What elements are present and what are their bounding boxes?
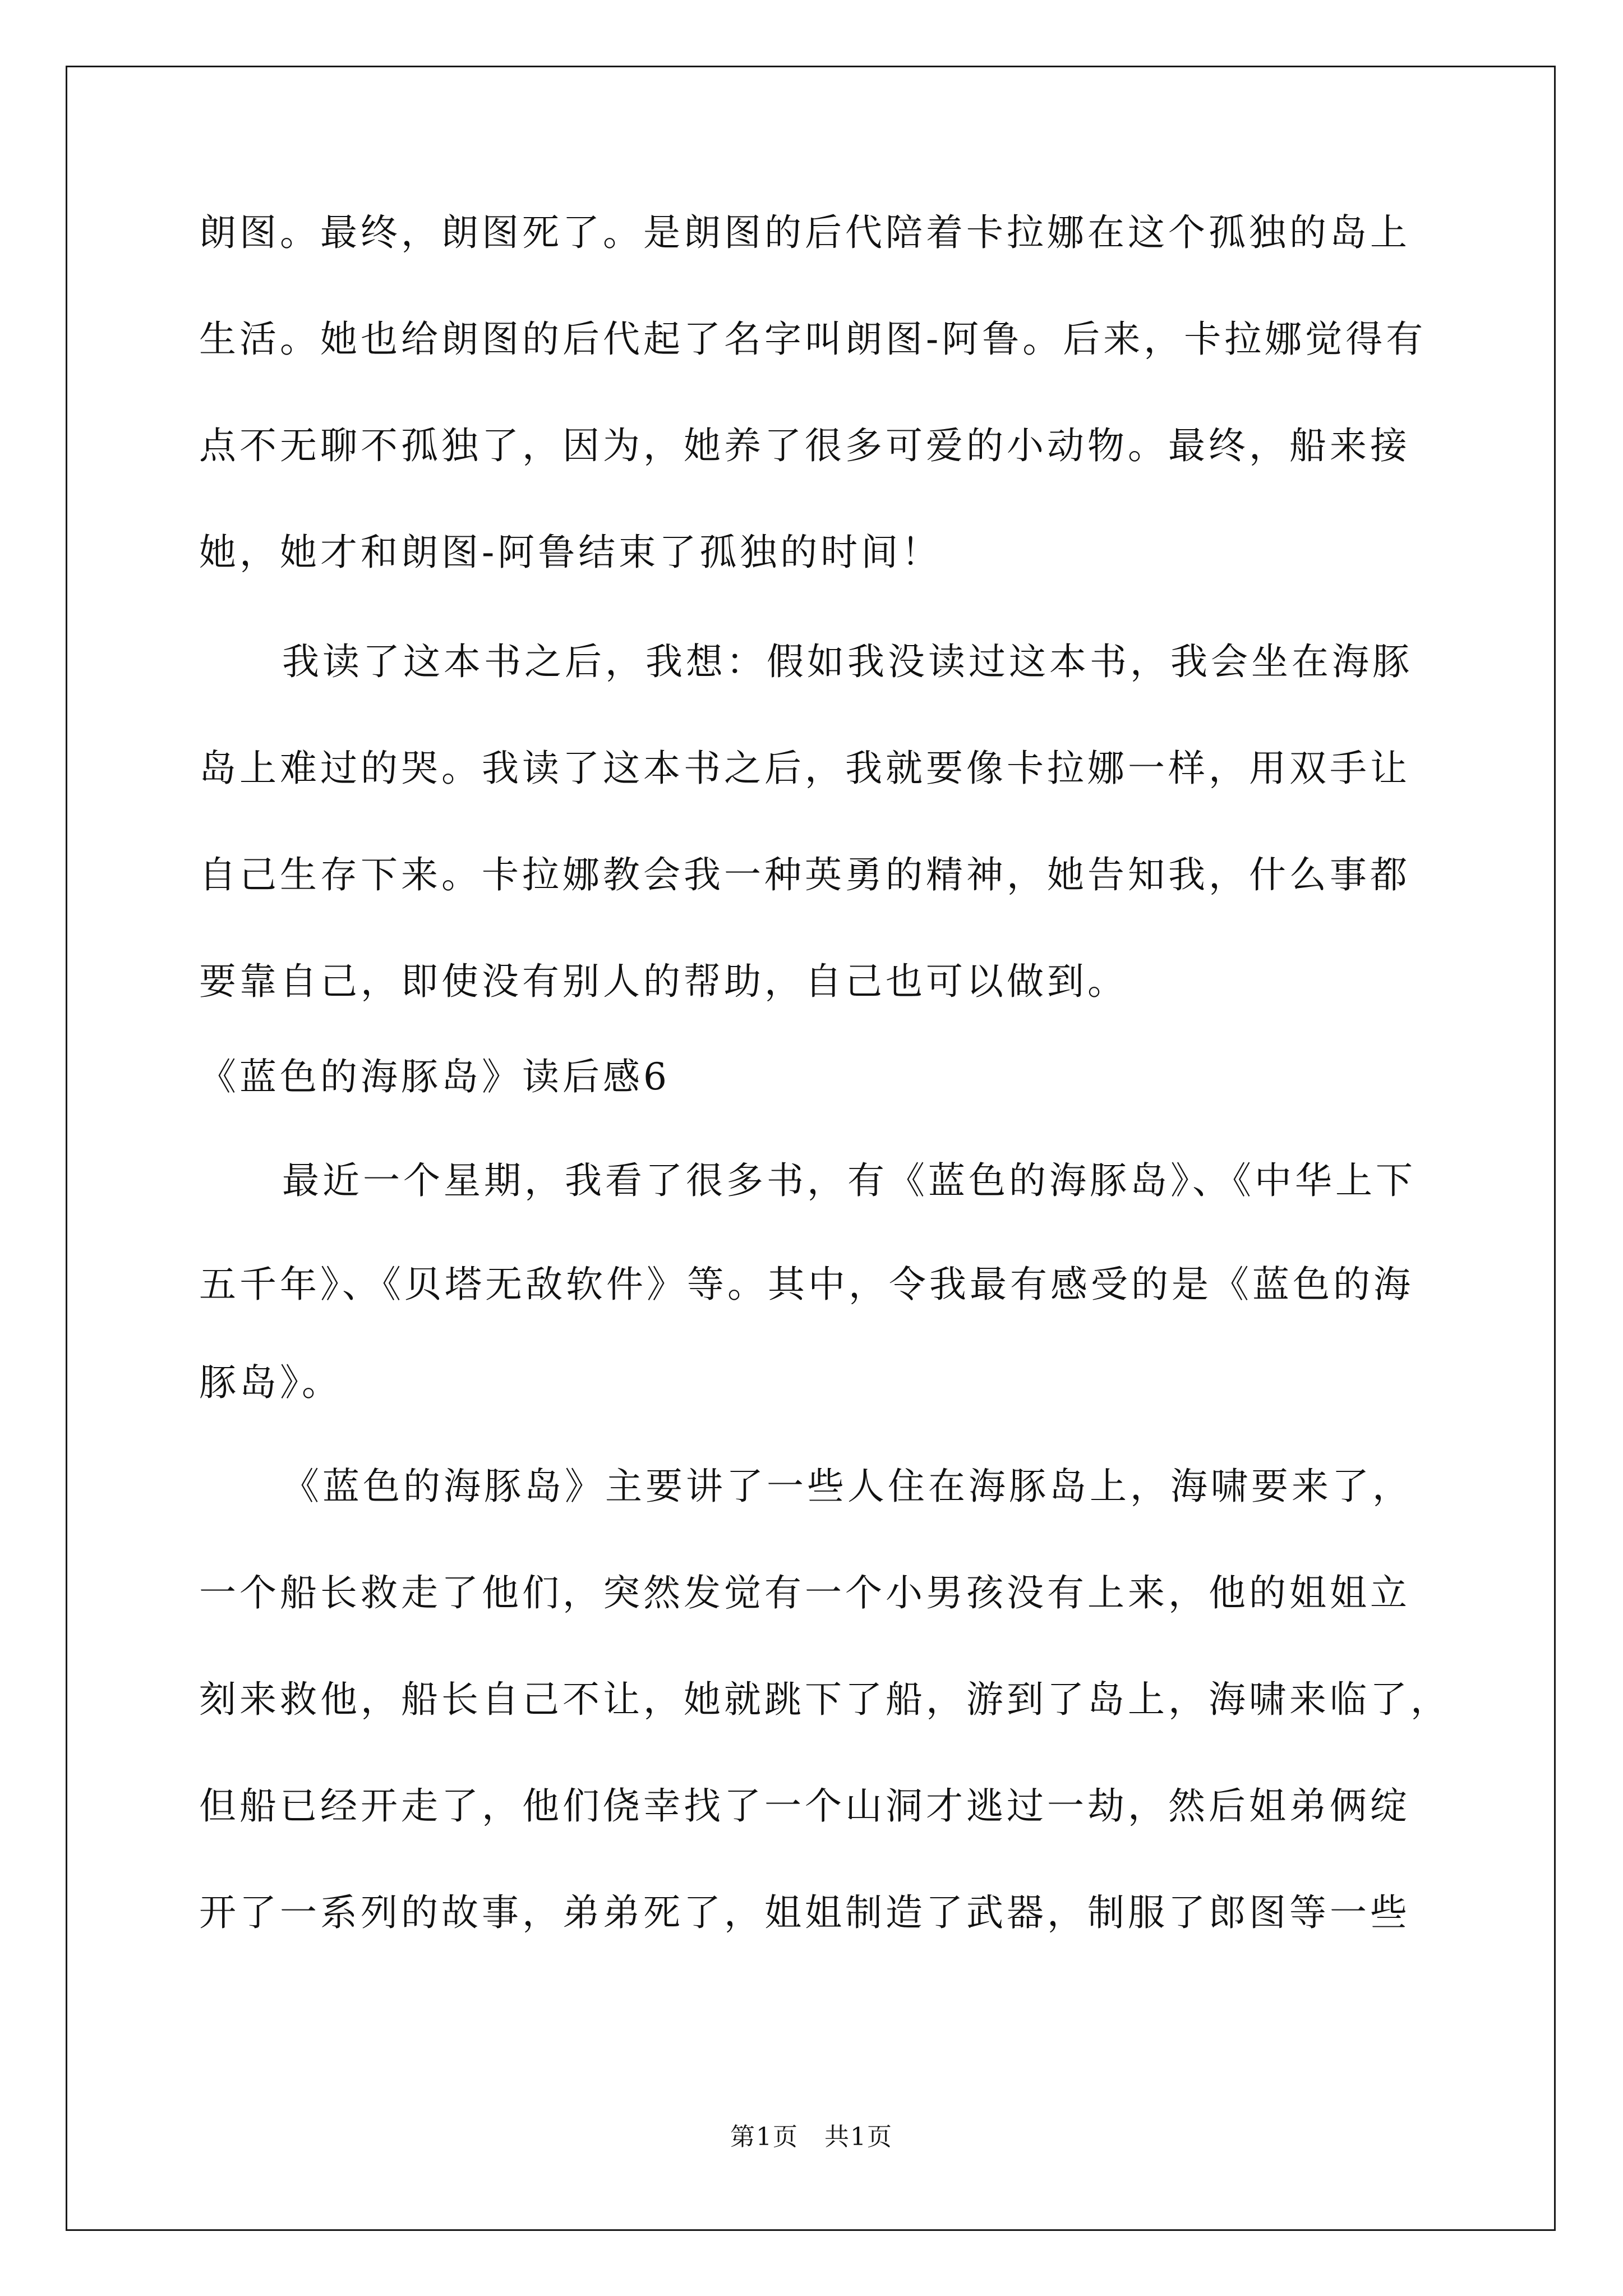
- text-line: 但船已经开走了，他们侥幸找了一个山洞才逃过一劫，然后姐弟俩绽: [199, 1784, 1410, 1828]
- text-line: 一个船长救走了他们，突然发觉有一个小男孩没有上来，他的姐姐立: [199, 1571, 1410, 1614]
- text-line: 我读了这本书之后，我想：假如我没读过这本书，我会坐在海豚: [282, 640, 1413, 683]
- text-line: 朗图。最终，朗图死了。是朗图的后代陪着卡拉娜在这个孤独的岛上: [199, 211, 1410, 254]
- text-line: 点不无聊不孤独了，因为，她养了很多可爱的小动物。最终，船来接: [199, 424, 1410, 467]
- text-line: 岛上难过的哭。我读了这本书之后，我就要像卡拉娜一样，用双手让: [199, 747, 1410, 790]
- text-line: 最近一个星期，我看了很多书，有《蓝色的海豚岛》、《中华上下: [282, 1159, 1416, 1202]
- text-line: 她，她才和朗图-阿鲁结束了孤独的时间！: [199, 531, 942, 574]
- text-line: 生活。她也给朗图的后代起了名字叫朗图-阿鲁。后来，卡拉娜觉得有: [199, 318, 1427, 361]
- text-line: 要靠自己，即使没有别人的帮助，自己也可以做到。: [199, 960, 1128, 1003]
- text-line: 五千年》、《贝塔无敌软件》等。其中，令我最有感受的是《蓝色的海: [199, 1263, 1414, 1306]
- section-heading: 《蓝色的海豚岛》读后感6: [199, 1055, 670, 1098]
- text-line: 《蓝色的海豚岛》主要讲了一些人住在海豚岛上，海啸要来了，: [282, 1465, 1413, 1508]
- text-line: 自己生存下来。卡拉娜教会我一种英勇的精神，她告知我，什么事都: [199, 853, 1410, 896]
- text-line: 开了一系列的故事，弟弟死了，姐姐制造了武器，制服了郎图等一些: [199, 1891, 1410, 1934]
- text-line: 刻来救他，船长自己不让，她就跳下了船，游到了岛上，海啸来临了，: [199, 1678, 1451, 1721]
- text-line: 豚岛》。: [199, 1361, 342, 1404]
- page-footer: 第1页 共1页: [730, 2123, 893, 2151]
